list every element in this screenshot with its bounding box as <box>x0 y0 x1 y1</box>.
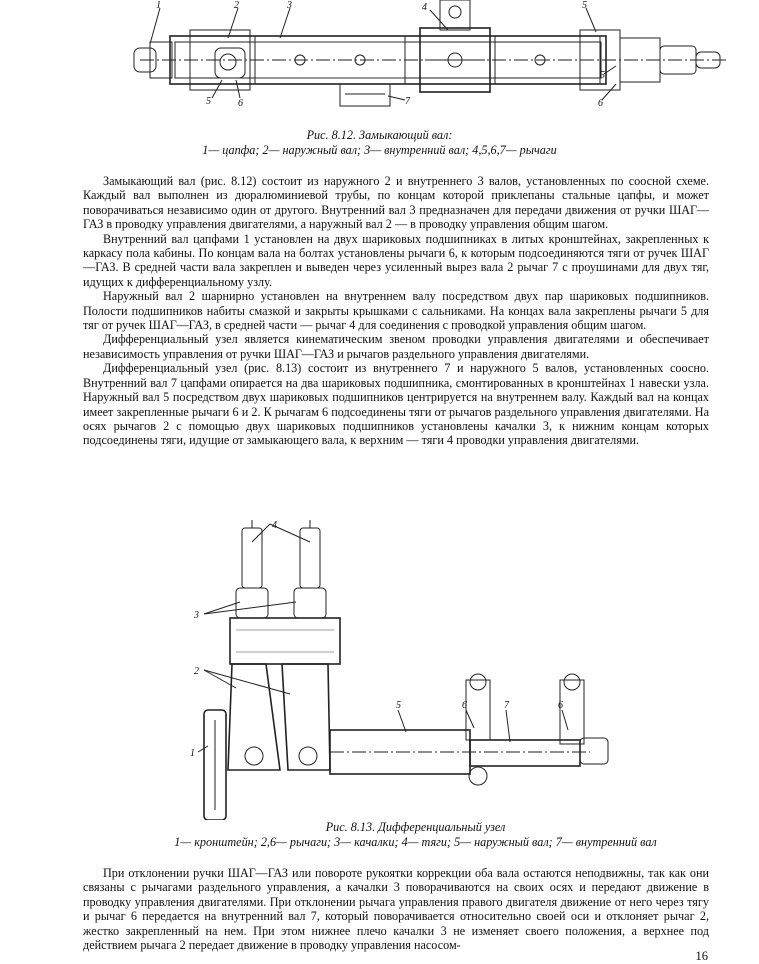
figure-caption-8-13 <box>36 820 759 850</box>
caption-legend: 1— кронштейн; 2,6— рычаги; 3— качалки; 4— тяги; 5— наружный вал; 7— внутренний вал <box>174 835 657 849</box>
callout-3: 3 <box>287 0 292 11</box>
callout-5-top: 5 <box>582 0 587 11</box>
callout-1: 1 <box>190 748 195 759</box>
callout-5-right: 5 <box>600 70 605 81</box>
paragraph: Внутренний вал цапфами 1 установлен на двух шариковых подшипниках в литых кронштейнах, закрепленных к каркасу пола кабины. По концам вала на болтах установлены рычаги 6, к которым подсоединяются тяги от ручек ШАГ—ГАЗ. В средней части вала закреплен и выведен через усиленный вырез вала 2 рычаг 7 с проушинами для двух тяг, идущих к дифференциальному узлу. <box>83 231 709 289</box>
paragraph: Замыкающий вал (рис. 8.12) состоит из наружного 2 и внутреннего 3 валов, установленных по соосной схеме. Каждый вал выполнен из дюралюминиевой трубы, по концам которой приклепаны стальные цапфы, и может поворачиваться независимо один от другого. Внутренний вал 3 предназначен для передачи движения от ручки ШАГ—ГАЗ в проводку управления двигателями, а наружный вал 2 — в проводку управления общим шагом. <box>83 174 709 232</box>
callout-4: 4 <box>422 2 427 13</box>
figure-closing-shaft <box>0 0 759 122</box>
paragraph: Дифференциальный узел (рис. 8.13) состоит из внутреннего 7 и наружного 5 валов, установленных соосно. Внутренний вал 7 цапфами опирается на два шариковых подшипника, смонтированных в кронштейнах 1 навески узла. Наружный вал 5 посредством двух шариковых подшипников центрируется на внутреннем валу. Каждый вал на концах имеет закрепленные рычаги 6 и 2. К рычагам 6 подсоединены тяги от рычагов раздельного управления двигателями. На осях рычагов 2 с помощью двух шариковых подшипников установлены качалки 3, к нижним концам которых подсоединены тяги, идущие от замыкающего вала, к верхним — тяги 4 проводки управления двигателями. <box>83 361 709 448</box>
callout-2: 2 <box>194 666 199 677</box>
callout-6-left: 6 <box>462 700 467 711</box>
caption-title: Рис. 8.12. Замыкающий вал: <box>306 128 453 142</box>
paragraph: Дифференциальный узел является кинематическим звеном проводки управления двигателями и обеспечивает независимость управления от ручки ШАГ—ГАЗ и рычагов раздельного управления двигателями. <box>83 332 709 361</box>
callout-4: 4 <box>272 520 277 531</box>
callout-6-right: 6 <box>598 98 603 109</box>
callout-6-left: 6 <box>238 98 243 109</box>
figure-caption-8-12 <box>0 128 759 158</box>
paragraph: Наружный вал 2 шарнирно установлен на внутреннем валу посредством двух пар шариковых подшипников. Полости подшипников набиты смазкой и закрыты крышками с сальниками. На концах вала закреплены рычаги 5 для тяг от ручек ШАГ—ГАЗ, в средней части — рычаг 4 для соединения с проводкой управления общим шагом. <box>83 289 709 333</box>
callout-7: 7 <box>405 96 410 107</box>
body-text-lower <box>83 866 709 952</box>
callout-3: 3 <box>194 610 199 621</box>
callout-5: 5 <box>396 700 401 711</box>
caption-legend: 1— цапфа; 2— наружный вал; 3— внутренний вал; 4,5,6,7— рычаги <box>202 143 557 157</box>
callout-5-left: 5 <box>206 96 211 107</box>
callout-6-right: 6 <box>558 700 563 711</box>
figure-differential-unit <box>170 520 640 820</box>
callout-7: 7 <box>504 700 509 711</box>
page-number: 16 <box>695 949 708 963</box>
callout-2: 2 <box>234 0 239 11</box>
callout-1: 1 <box>156 0 161 11</box>
paragraph: При отклонении ручки ШАГ—ГАЗ или повороте рукоятки коррекции оба вала остаются неподвижны, так как они связаны с рычагами раздельного управления, а качалки 3 поворачиваются на своих осях и передают движение в проводку управления двигателями. При отклонении рычага управления правого двигателя движение от него через тягу и рычаг 6 передается на внутренний вал 7, который поворачивается относительно своей оси и отклоняет рычаг 2, жестко закрепленный на нем. При этом нижнее плечо качалки 3 не изменяет своего положения, а верхнее под действием рычага 2 передает движение в проводку управления насосом- <box>83 866 709 953</box>
body-text-upper <box>83 174 709 448</box>
caption-title: Рис. 8.13. Дифференциальный узел <box>325 820 506 834</box>
